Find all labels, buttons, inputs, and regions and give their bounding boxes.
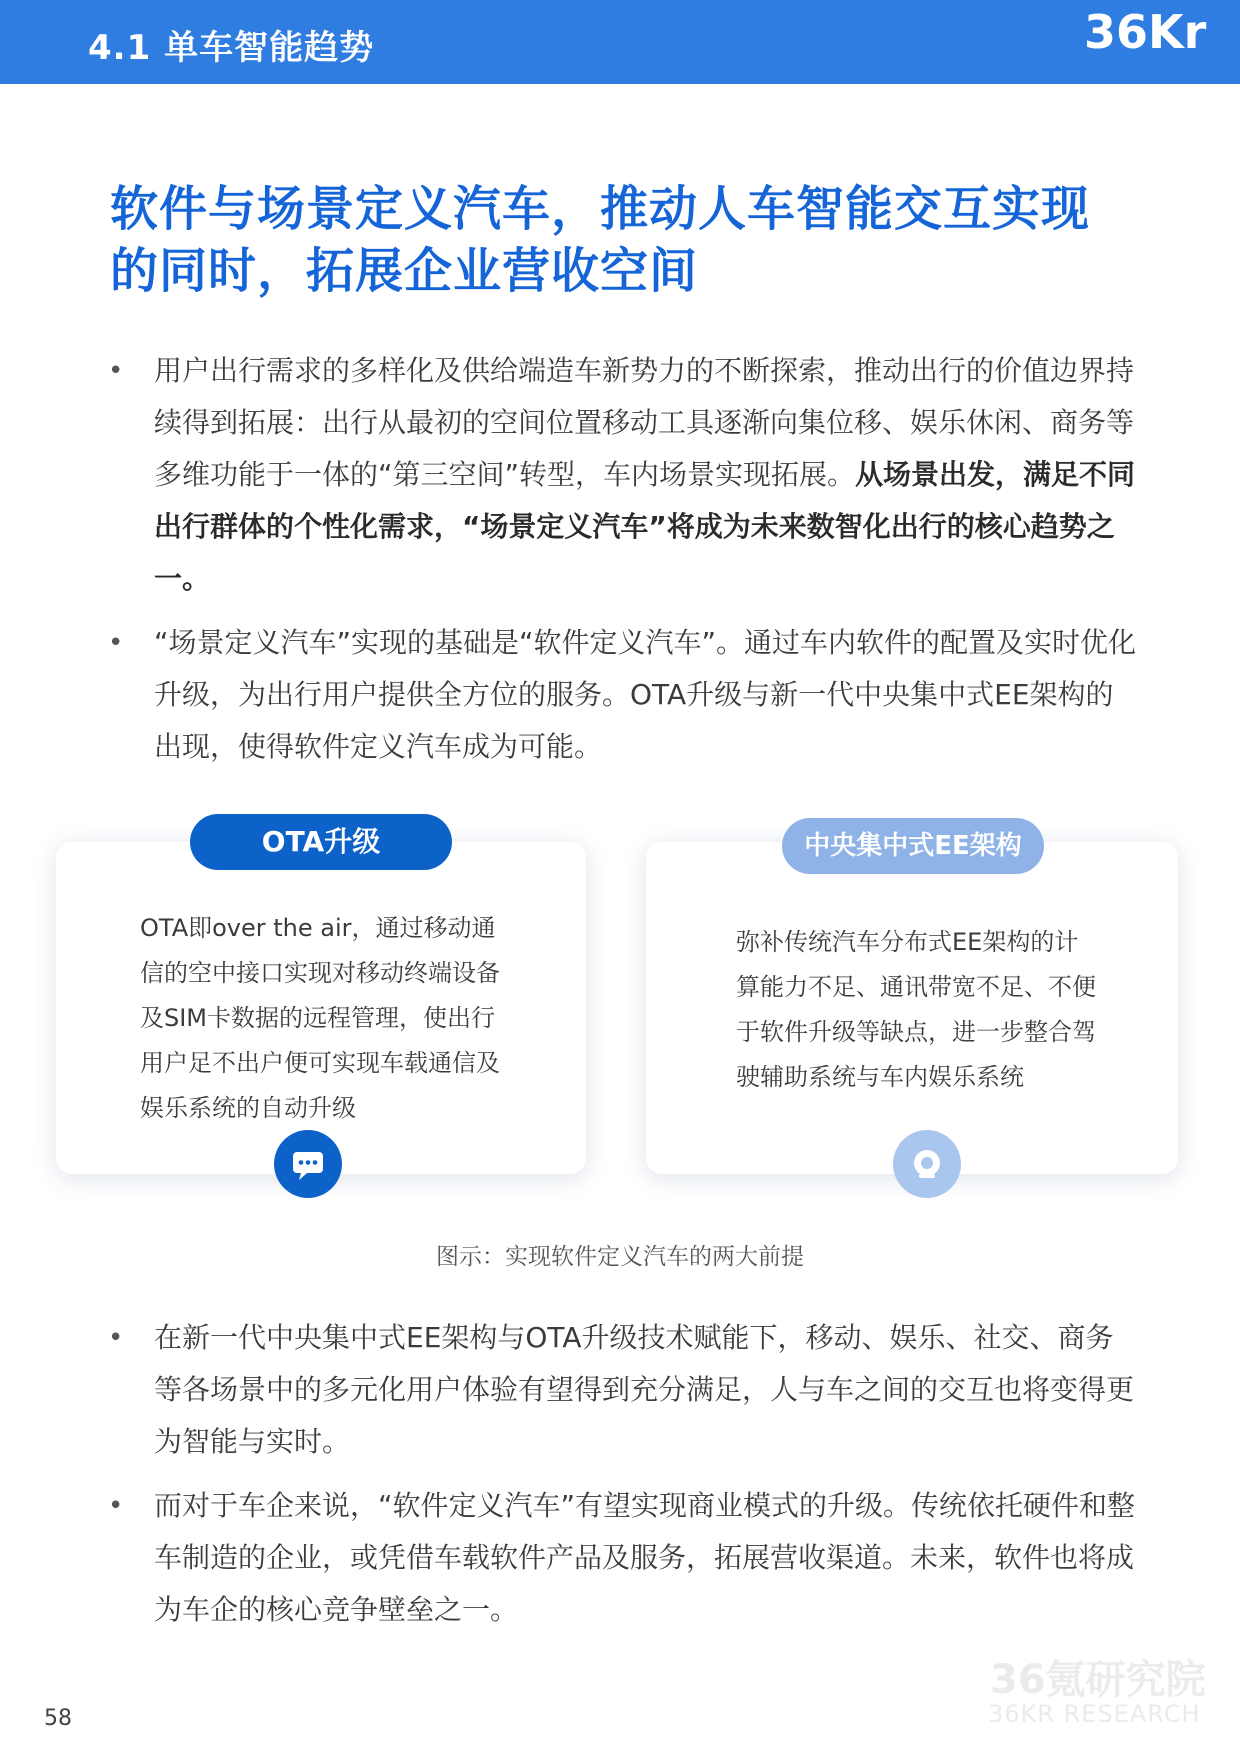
ee-label-pill: 中央集中式EE架构 bbox=[782, 818, 1044, 874]
page-number: 58 bbox=[44, 1706, 72, 1731]
bullet-item bbox=[108, 617, 1138, 773]
bullet-dot-icon: • bbox=[108, 628, 124, 658]
bullet-item bbox=[108, 345, 1138, 605]
bullet-list-bottom bbox=[108, 1312, 1138, 1636]
main-title-line2: 的同时，拓展企业营收空间 bbox=[110, 243, 699, 299]
bullet-text: 用户出行需求的多样化及供给端造车新势力的不断探索，推动出行的价值边界持续得到拓展：出行从最初的空间位置移动工具逐渐向集位移、娱乐休闲、商务等多维功能于一体的“第三空间”转型，车内场景实现拓展。 bbox=[154, 354, 1135, 491]
section-title: 4.1 单车智能趋势 bbox=[88, 28, 375, 68]
main-title-line1: 软件与场景定义汽车，推动人车智能交互实现 bbox=[110, 181, 1091, 237]
bullet-dot-icon: • bbox=[108, 356, 124, 386]
bullet-item bbox=[108, 1480, 1138, 1636]
main-title bbox=[110, 178, 1150, 302]
chip-icon bbox=[893, 1130, 961, 1198]
bullet-text: “场景定义汽车”实现的基础是“软件定义汽车”。通过车内软件的配置及实时优化升级，为出行用户提供全方位的服务。OTA升级与新一代中央集中式EE架构的出现，使得软件定义汽车成为可能。 bbox=[154, 626, 1137, 763]
bullet-list-top bbox=[108, 345, 1138, 773]
chat-icon bbox=[274, 1130, 342, 1198]
bullet-item bbox=[108, 1312, 1138, 1468]
bullet-dot-icon: • bbox=[108, 1323, 124, 1353]
bullet-dot-icon: • bbox=[108, 1491, 124, 1521]
ota-description: OTA即over the air，通过移动通信的空中接口实现对移动终端设备及SIM卡数据的远程管理，使出行用户足不出户便可实现车载通信及娱乐系统的自动升级 bbox=[140, 914, 500, 1122]
watermark-en: 36KR RESEARCH bbox=[988, 1700, 1201, 1728]
bullet-bold-text: 从场景出发，满足不同出行群体的个性化需求，“场景定义汽车”将成为未来数智化出行的核心趋势之一。 bbox=[154, 458, 1136, 595]
header-bar bbox=[0, 0, 1240, 84]
logo-36kr bbox=[1070, 0, 1240, 84]
ee-description: 弥补传统汽车分布式EE架构的计算能力不足、通讯带宽不足、不便于软件升级等缺点，进一步整合驾驶辅助系统与车内娱乐系统 bbox=[736, 928, 1096, 1091]
watermark-cn: 36氪研究院 bbox=[990, 1657, 1206, 1703]
ota-label-pill: OTA升级 bbox=[190, 814, 452, 870]
figure-caption: 图示：实现软件定义汽车的两大前提 bbox=[436, 1244, 804, 1270]
logo-text: 36Kr bbox=[1084, 5, 1207, 59]
bullet-text: 而对于车企来说，“软件定义汽车”有望实现商业模式的升级。传统依托硬件和整车制造的企业，或凭借车载软件产品及服务，拓展营收渠道。未来，软件也将成为车企的核心竞争壁垒之一。 bbox=[154, 1489, 1136, 1626]
bullet-text: 在新一代中央集中式EE架构与OTA升级技术赋能下，移动、娱乐、社交、商务等各场景中的多元化用户体验有望得到充分满足，人与车之间的交互也将变得更为智能与实时。 bbox=[154, 1321, 1135, 1458]
